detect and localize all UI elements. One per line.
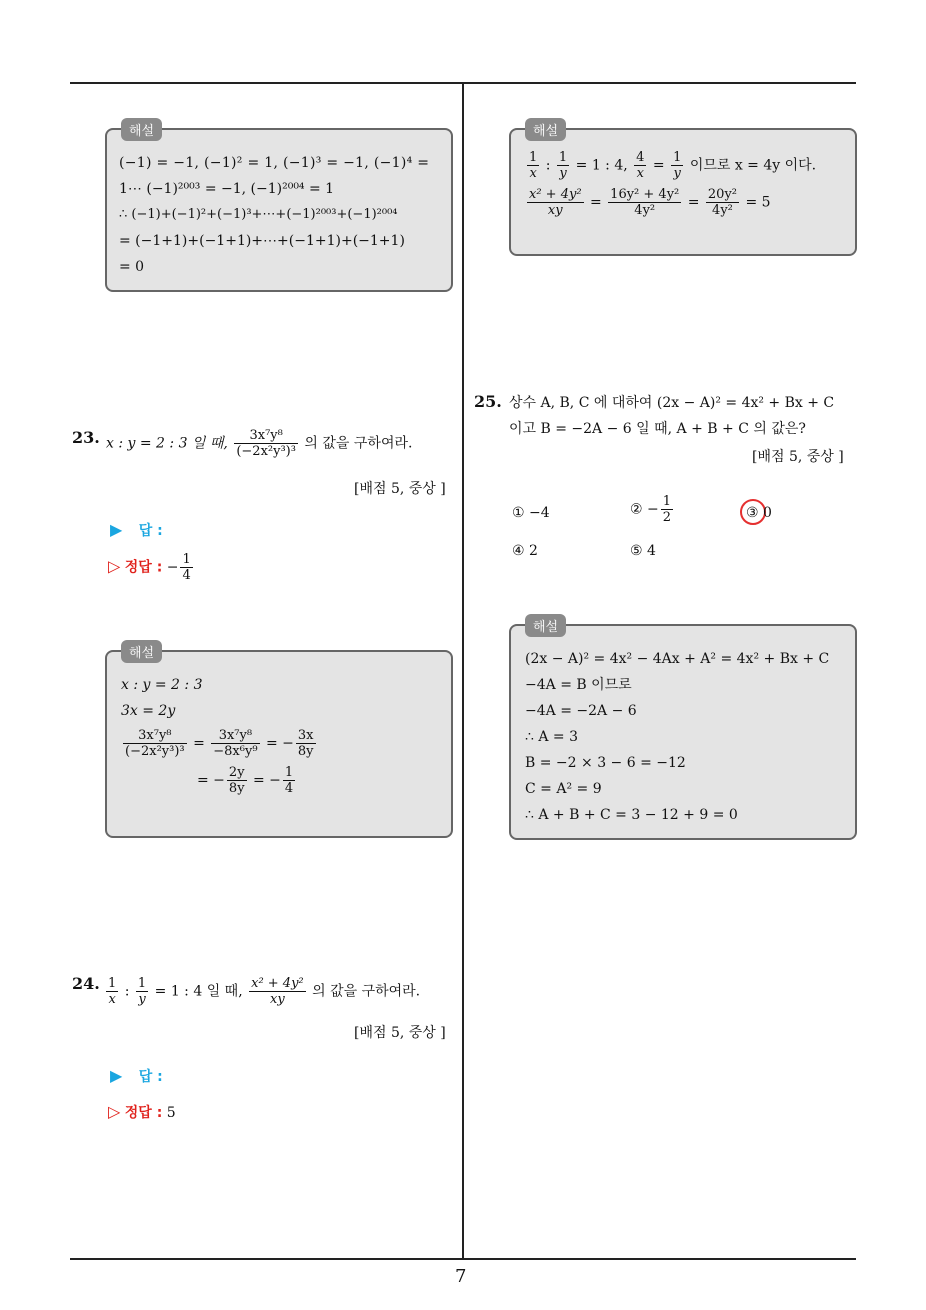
q24-sol-frac-b (557, 150, 569, 181)
q23-sol-frac1-num: 3x⁷y⁸ (138, 728, 172, 743)
q23-correct-fraction (180, 552, 192, 583)
question-text-25-line2: 이고 B = −2A − 6 일 때, A + B + C 의 값은? (509, 421, 806, 437)
q24-sol-result: = 5 (745, 194, 771, 211)
correct-triangle-icon: ▷ (108, 556, 121, 576)
solution-box-22 (105, 124, 453, 292)
q24-sol-frac-e (527, 187, 584, 218)
q23-sol-line2: 3x = 2y (121, 703, 176, 719)
solution-box-25 (509, 620, 857, 840)
q24-frac-a-den: x (106, 991, 118, 1007)
answer-triangle-icon: ▶ (110, 1066, 123, 1085)
q23-sol-frac4-num: 2y (228, 765, 245, 780)
frac-den: x (527, 165, 539, 181)
frac-num: 4 (636, 150, 645, 165)
q24-frac-c-den: xy (249, 991, 306, 1007)
q23-sol-frac1 (123, 728, 187, 759)
q23-correct-den: 4 (182, 568, 191, 583)
q24-sol-frac-c (634, 150, 646, 181)
q23-fraction (234, 428, 298, 459)
answer-triangle-icon: ▶ (110, 520, 123, 539)
solution-line: $\frac{1}{x}$ : $\frac{1}{y}$ = 1 : 4, $\frac{4}{x}$ = $\frac{1}{y}$ 이므로 x = 4y 이다. (529, 150, 817, 181)
q25-meta: [배점 5, 중상 ] (752, 449, 844, 465)
choice-4[interactable]: ④ 2 (512, 543, 538, 559)
solution-box-24 (509, 124, 857, 256)
choice-1[interactable]: ① −4 (512, 505, 550, 521)
q23-sol-frac5 (283, 765, 295, 796)
q24-sol-frac-f (608, 187, 681, 218)
q24-sol-frac-g (706, 187, 739, 218)
q24-sol-frac-d (671, 150, 683, 181)
q24-correct-value: 5 (166, 1105, 176, 1121)
q23-text-post: 의 값을 구하여라. (304, 435, 413, 452)
q23-sol-frac3 (296, 728, 316, 759)
answer-label: 답 : (138, 1069, 163, 1085)
solution-line: = (−1+1)+(−1+1)+⋯+(−1+1)+(−1+1) (119, 233, 405, 249)
frac-num: 1 (529, 150, 538, 165)
frac-den: 4y² (706, 202, 739, 218)
column-divider (462, 84, 464, 1260)
q24-frac-c (249, 976, 306, 1007)
choice-2-label: ② − (630, 501, 659, 518)
q24-answer-row (110, 1066, 163, 1086)
q23-sol-frac5-num: 1 (284, 765, 294, 780)
choice-2-fraction (661, 494, 673, 525)
q24-frac-b-den: y (136, 991, 148, 1007)
solution-line (121, 672, 437, 698)
question-text-23 (106, 428, 412, 459)
q23-sol-frac2-num: 3x⁷y⁸ (218, 728, 253, 743)
q24-frac-a (106, 976, 118, 1007)
question-number-24: 24. (72, 974, 100, 993)
frac-den: xy (527, 202, 584, 218)
choice-5[interactable]: ⑤ 4 (630, 543, 656, 559)
q23-sol-frac1-den: (−2x²y³)³ (125, 744, 185, 759)
frac-den: y (671, 165, 683, 181)
q24-text-post: 의 값을 구하여라. (312, 983, 421, 1000)
frac-num: x² + 4y² (529, 187, 582, 202)
frac-num: 1 (558, 150, 568, 165)
frac-den: x (634, 165, 646, 181)
q23-answer-row (110, 520, 163, 540)
q23-sol-frac3-num: 3x (297, 728, 314, 743)
choice-3[interactable]: ③ 0 (746, 505, 772, 521)
frac-den: y (557, 165, 569, 181)
question-text-24: $\frac{1}{x}$ : $\frac{1}{y}$ = 1 : 4 일 때, $\frac{\text{x² + 4y²}}{xy}$ 의 값을 구하여라. (108, 976, 421, 1007)
q23-sol-frac5-den: 4 (284, 781, 294, 796)
q24-sol-frac-a (527, 150, 539, 181)
solution-line: ∴ A = 3 (525, 729, 579, 745)
solution-line: C = A² = 9 (525, 781, 602, 797)
q23-sol-line1: x : y = 2 : 3 (121, 677, 203, 693)
solution-tag: 해설 (525, 614, 566, 637)
solution-line: B = −2 × 3 − 6 = −12 (525, 755, 686, 771)
q24-correct-row (108, 1102, 176, 1122)
solution-tag: 해설 (525, 118, 566, 141)
q23-meta: [배점 5, 중상 ] (354, 481, 446, 497)
frac-num: 16y² + 4y² (610, 187, 680, 202)
bottom-rule (70, 1258, 856, 1260)
solution-line: $\frac{\text{3x⁷y⁸}}{\text{(−2x²y³)³}}$ = $\frac{\text{3x⁷y⁸}}{\text{−8x⁶y⁹}}$ = − $\frac{3x}{8y}$ (125, 728, 314, 759)
q24-sol-post: 이므로 x = 4y 이다. (689, 157, 817, 174)
q24-frac-b (136, 976, 148, 1007)
q23-frac-num: 3x⁷y⁸ (249, 428, 283, 443)
q23-frac-den: (−2x²y³)³ (236, 444, 296, 459)
solution-line: ∴ (−1)+(−1)²+(−1)³+⋯+(−1)²⁰⁰³+(−1)²⁰⁰⁴ (119, 207, 398, 222)
q23-correct-num: 1 (182, 552, 191, 567)
q23-sol-frac3-den: 8y (297, 744, 314, 759)
question-number-25: 25. (474, 392, 502, 411)
solution-line: 1⋯ (−1)²⁰⁰³ = −1, (−1)²⁰⁰⁴ = 1 (119, 181, 335, 197)
solution-tag: 해설 (121, 118, 162, 141)
q23-sol-frac2-den: −8x⁶y⁹ (213, 744, 258, 759)
q23-sol-frac4 (227, 765, 247, 796)
question-number-23: 23. (72, 428, 100, 447)
solution-line: = − $\frac{2y}{8y}$ = − $\frac{1}{4}$ (197, 765, 294, 796)
q24-frac-b-num: 1 (137, 976, 147, 991)
page-number: 7 (455, 1266, 467, 1287)
frac-num: 1 (673, 150, 682, 165)
solution-line: (2x − A)² = 4x² − 4Ax + A² = 4x² + Bx + C (525, 651, 830, 667)
q24-sol-mid: = 1 : 4, (575, 157, 628, 174)
q23-correct-row (108, 552, 195, 583)
solution-line: −4A = −2A − 6 (525, 703, 637, 719)
q23-sol-frac4-den: 8y (228, 781, 245, 796)
solution-line: $\frac{\text{x² + 4y²}}{xy}$ = $\frac{\text{16y² + 4y²}}{\text{4y²}}$ = $\frac{\text{20y²}}{\text{4y²}}$ = 5 (529, 187, 771, 218)
frac-num: 1 (662, 494, 672, 509)
question-text-25-line1: 상수 A, B, C 에 대하여 (2x − A)² = 4x² + Bx + C (509, 395, 835, 411)
solution-line: = 0 (119, 259, 145, 275)
solution-line: ∴ A + B + C = 3 − 12 + 9 = 0 (525, 807, 738, 823)
q23-sol-frac2 (211, 728, 259, 759)
answer-label: 답 : (138, 523, 163, 539)
solution-line: −4A = B 이므로 (525, 677, 632, 693)
choice-2[interactable] (630, 494, 675, 525)
frac-num: 20y² (707, 187, 738, 202)
solution-tag: 해설 (121, 640, 162, 663)
q24-frac-c-num: x² + 4y² (251, 976, 304, 991)
solution-line: (−1) = −1, (−1)² = 1, (−1)³ = −1, (−1)⁴ = (119, 155, 430, 171)
solution-line (121, 698, 437, 724)
correct-triangle-icon: ▷ (108, 1102, 121, 1121)
q24-text-mid: = 1 : 4 일 때, (154, 983, 243, 1000)
frac-den: 2 (662, 510, 672, 525)
correct-label: 정답 : (124, 559, 163, 576)
correct-label: 정답 : (124, 1105, 163, 1121)
frac-den: 4y² (608, 202, 681, 218)
q24-frac-a-num: 1 (108, 976, 117, 991)
q24-meta: [배점 5, 중상 ] (354, 1025, 446, 1041)
q23-text-pre: x : y = 2 : 3 일 때, (106, 435, 228, 452)
solution-box-23 (105, 646, 453, 838)
q23-correct-sign: − (166, 559, 179, 576)
